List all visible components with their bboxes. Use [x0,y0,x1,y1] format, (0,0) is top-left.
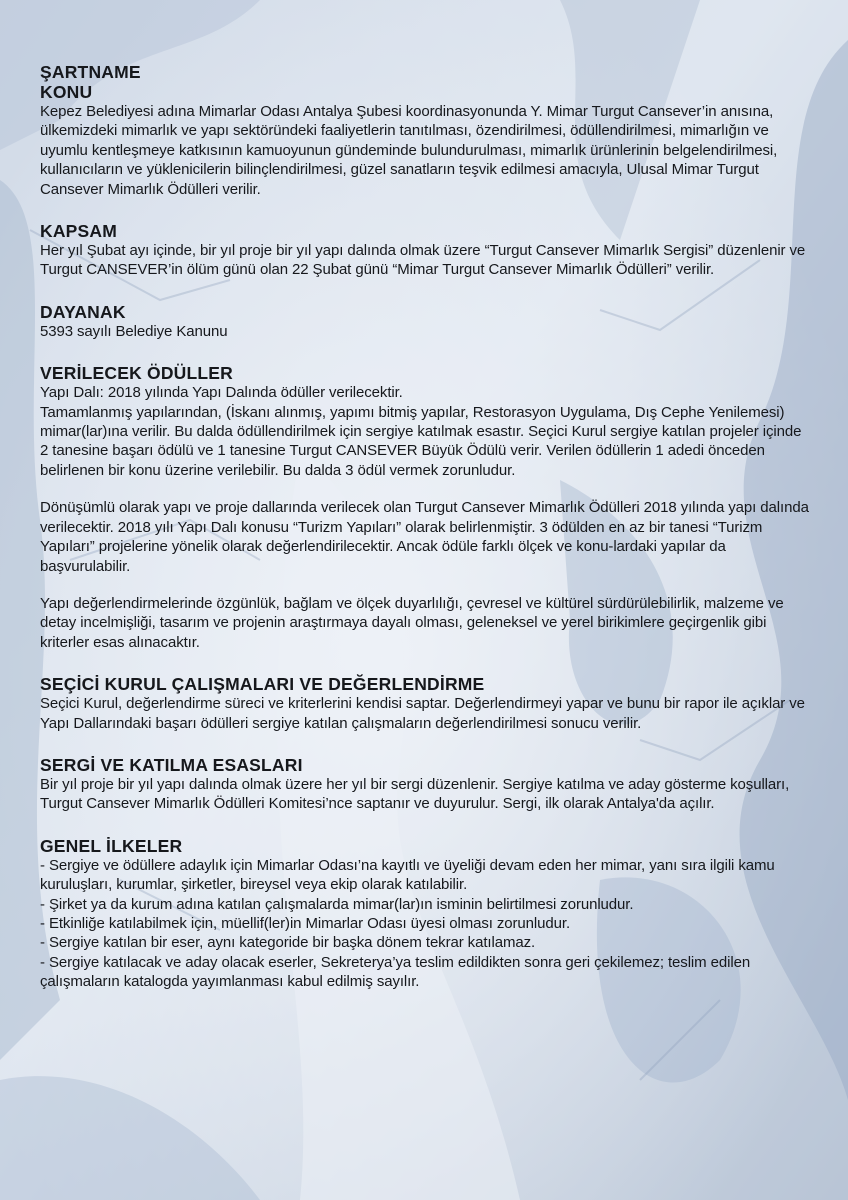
list-item: - Sergiye ve ödüllere adaylık için Mimarlar Odası’na kayıtlı ve üyeliği devam eden her mimar, yanı sıra ilgili kamu kuruluşları, kurumlar, şirketler, bireysel veya ekip olarak katılabilir. [40,856,775,894]
text-oduller-line1: Yapı Dalı: 2018 yılında Yapı Dalında ödüller verilecektir. [40,384,403,402]
text-oduller-line2: Tamamlanmış yapılarından, (İskanı alınmış, yapımı bitmiş yapılar, Restorasyon Uygulama, Dış Cephe Yenilemesi) mimar(lar)ına verilir. Bu dalda ödüllendirilmek için sergiye katılmak esastır. Seçici Kurul sergiye katılan projeler içinde 2 tanesine başarı ödülü ve 1 tanesine Turgut CANSEVER Büyük Ödülü verir. Verilen ödüllerin 1 adedi önceden belirlenen bir konu üzerine verilebilir. Bu dalda 3 ödül vermek zorunludur. [40,403,802,479]
list-item: - Sergiye katılan bir eser, aynı kategoride bir başka dönem tekrar katılamaz. [40,934,536,952]
text-dayanak: 5393 sayılı Belediye Kanunu [40,322,228,340]
text-secici-kurul: Seçici Kurul, değerlendirme süreci ve kriterlerini kendisi saptar. Değerlendirmeyi yapar ve bunu bir rapor ile açıklar ve Yapı Dallarındaki başarı ödülleri sergiye katılan çalışmaların değerlendirilmesi sonucu verilir. [40,695,805,732]
section-secici-kurul [40,674,812,733]
heading-genel-ilkeler: GENEL İLKELER [40,835,183,856]
section-sergi [40,755,812,814]
section-konu [40,62,812,199]
heading-dayanak: DAYANAK [40,301,126,322]
text-sergi: Bir yıl proje bir yıl yapı dalında olmak üzere her yıl bir sergi düzenlenir. Sergiye katılma ve aday gösterme koşulları, Turgut Cansever Mimarlık Ödülleri Komitesi’nce saptanır ve duyurulur. Sergi, ilk olarak Antalya'da açılır. [40,775,790,813]
heading-konu: KONU [40,82,93,102]
text-oduller-para3: Yapı değerlendirmelerinde özgünlük, bağlam ve ölçek duyarlılığı, çevresel ve kültürel sürdürülebilirlik, malzeme ve detay incelmişliği, tasarım ve projenin araştırmaya dayalı olması, geleneksel ve yerel birikimlere geçirgenlik gibi kriterler esas alınacaktır. [40,594,784,651]
section-kapsam [40,221,812,280]
section-oduller [40,363,812,652]
list-item: - Sergiye katılacak ve aday olacak eserler, Sekreterya’ya teslim edildikten sonra geri çekilemez; teslim edilen çalışmaların katalogda yayımlanması kabul edilmiş sayılır. [40,953,751,991]
section-genel-ilkeler [40,836,812,992]
list-item: - Etkinliğe katılabilmek için, müellif(ler)in Mimarlar Odası üyesi olması zorunludur. [40,914,571,932]
specification-document [40,62,812,1014]
document-title: ŞARTNAME [40,62,141,82]
heading-kapsam: KAPSAM [40,221,118,242]
section-dayanak [40,302,812,341]
heading-secici-kurul: SEÇİCİ KURUL ÇALIŞMALARI VE DEĞERLENDİRME [40,674,485,695]
heading-sergi: SERGİ VE KATILMA ESASLARI [40,754,303,775]
text-oduller-para2: Dönüşümlü olarak yapı ve proje dallarında verilecek olan Turgut Cansever Mimarlık Ödülleri 2018 yılında yapı dalında verilecektir. 2018 yılı Yapı Dalı konusu “Turizm Yapıları” olarak belirlenmiştir. 3 ödülden en az bir tanesi “Turizm Yapıları” projelerine yönelik olarak değerlendirilecektir. Ancak ödüle farklı ölçek ve konu-lardaki yapılar da başvurulabilir. [40,499,809,575]
list-item: - Şirket ya da kurum adına katılan çalışmalarda mimar(lar)ın isminin belirtilmesi zorunludur. [40,895,634,913]
heading-oduller: VERİLECEK ÖDÜLLER [40,363,233,384]
text-kapsam: Her yıl Şubat ayı içinde, bir yıl proje bir yıl yapı dalında olmak üzere “Turgut Cansever Mimarlık Sergisi” düzenlenir ve Turgut CANSEVER’in ölüm günü olan 22 Şubat günü “Mimar Turgut Cansever Mimarlık Ödülleri” verilir. [40,242,806,279]
text-konu: Kepez Belediyesi adına Mimarlar Odası Antalya Şubesi koordinasyonunda Y. Mimar Turgut Cansever’in anısına, ülkemizdeki mimarlık ve yapı sektöründeki faaliyetlerin tanıtılması, özendirilmesi, ödüllendirilmesi, mimarlığın ve uyumlu kentleşmeye katkısının kamuoyunun gündeminde bulundurulması, mimarlık ürünlerinin belgelendirilmesi, kullanıcıların ve yüklenicilerin bilinçlendirilmesi, güzel sanatların teşvik edilmesi amacıyla, Ulusal Mimar Turgut Cansever Mimarlık Ödülleri verilir. [40,103,778,198]
